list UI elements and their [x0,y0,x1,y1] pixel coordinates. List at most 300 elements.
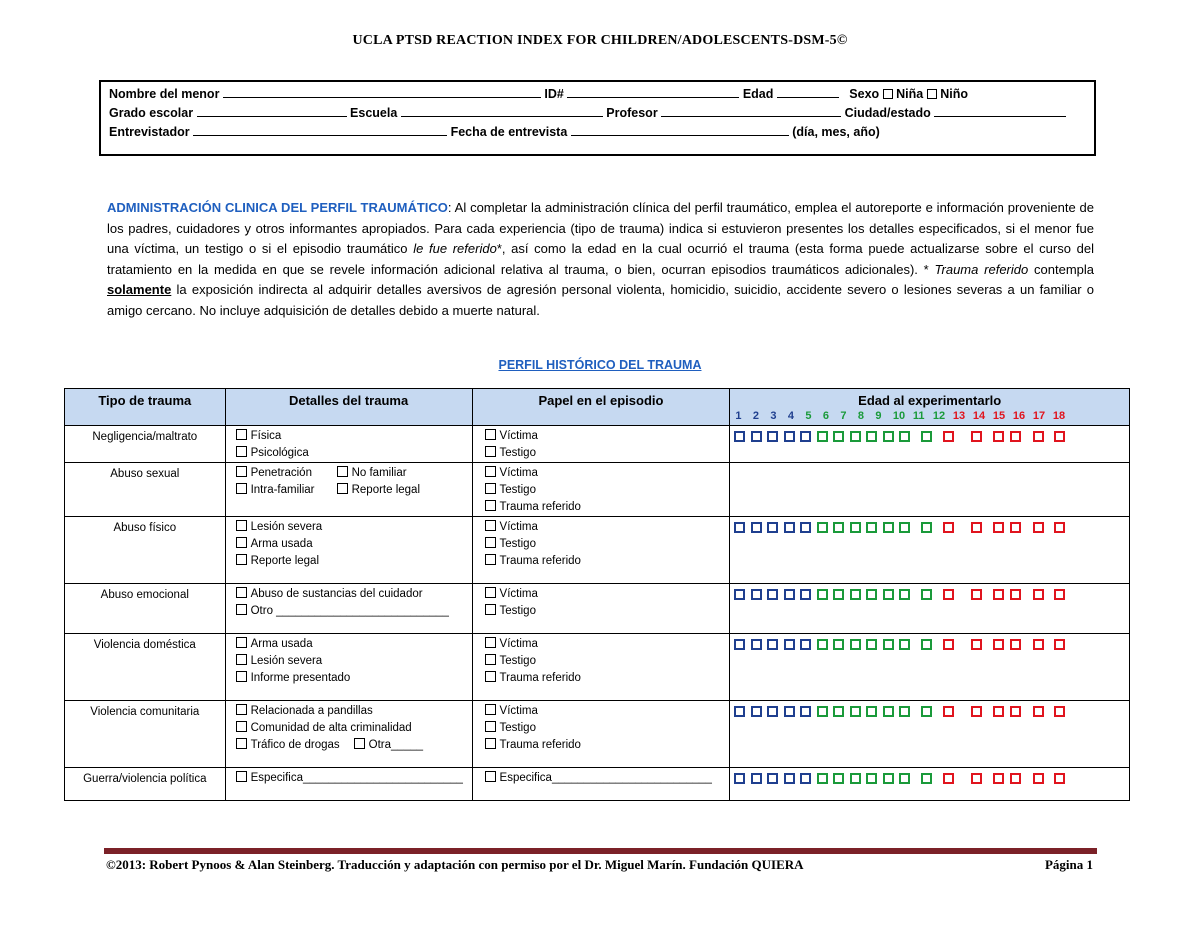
id-row-1 [109,86,968,101]
age-checkbox[interactable] [1033,522,1044,533]
detail-line [226,770,472,787]
age-checkboxes [730,634,1130,701]
role-checkbox[interactable] [485,483,496,494]
role-label: Testigo [499,655,536,667]
intro-text-4: la exposición indirecta al adquirir detalles aversivos de agresión personal violenta, homicidio, suicidio, accidente severo o lesiones severas a un familiar o amigo cercano. No incluye adquisición de detalles debido a muerte natural. [107,282,1094,318]
episode-roles [472,517,730,584]
age-checkbox[interactable] [993,639,1004,650]
age-checkbox[interactable] [1033,706,1044,717]
trauma-details [225,768,472,801]
grado-field[interactable] [197,105,347,117]
detail-checkbox[interactable] [236,771,247,782]
detail-label: Abuso de sustancias del cuidador [250,588,423,600]
episode-roles [472,584,730,634]
age-checkbox[interactable] [817,522,828,533]
intro-underlined: solamente [107,282,172,298]
age-checkbox[interactable] [734,639,745,650]
age-checkbox[interactable] [751,639,762,650]
age-checkbox[interactable] [784,589,795,600]
detail-line [226,553,472,570]
role-line [473,653,730,670]
episode-roles [472,768,730,801]
age-label: 1 [735,410,742,422]
detail-checkbox[interactable] [236,654,247,665]
role-line [473,465,730,482]
role-label: Víctima [499,521,538,533]
age-checkbox[interactable] [734,589,745,600]
nino-checkbox[interactable] [927,89,937,99]
role-line [473,703,730,720]
detail-label: Arma usada [250,538,313,550]
age-checkbox[interactable] [866,589,877,600]
detail-label: Reporte legal [351,484,420,496]
detail-checkbox[interactable] [354,738,365,749]
age-checkboxes [730,426,1130,463]
detail-checkbox[interactable] [236,554,247,565]
detail-checkbox[interactable] [337,483,348,494]
age-checkbox[interactable] [784,706,795,717]
age-checkbox[interactable] [1054,589,1065,600]
role-checkbox[interactable] [485,520,496,531]
age-checkbox[interactable] [921,639,932,650]
detail-line [226,670,472,687]
detail-label: Penetración [250,467,312,479]
role-line [473,636,730,653]
age-checkbox[interactable] [1033,639,1044,650]
age-checkboxes [730,701,1130,768]
detail-checkbox[interactable] [236,520,247,531]
header-detalles: Detalles del trauma [225,389,472,426]
footer-divider [104,848,1097,854]
age-checkbox[interactable] [866,431,877,442]
age-checkbox[interactable] [866,773,877,784]
detail-line [226,536,472,553]
age-checkbox[interactable] [1054,522,1065,533]
age-checkbox[interactable] [1010,773,1021,784]
role-label: Trauma referido [499,501,581,513]
detail-line [226,428,472,445]
age-checkbox[interactable] [751,773,762,784]
role-checkbox[interactable] [485,637,496,648]
age-checkbox[interactable] [850,589,861,600]
intro-text-3: contempla [1028,261,1095,277]
detail-label: Intra-familiar [250,484,315,496]
nina-label: Niña [896,87,924,101]
trauma-details [225,634,472,701]
role-label: Víctima [499,588,538,600]
detail-label: Arma usada [250,638,313,650]
role-line [473,670,730,687]
entrevistador-field[interactable] [193,124,447,136]
role-label: Testigo [499,722,536,734]
age-checkbox[interactable] [833,773,844,784]
detail-line [226,482,472,499]
age-checkbox[interactable] [943,773,954,784]
age-checkbox[interactable] [883,706,894,717]
age-checkbox[interactable] [850,639,861,650]
age-checkbox[interactable] [734,706,745,717]
age-checkbox[interactable] [971,706,982,717]
age-checkbox[interactable] [1054,431,1065,442]
age-checkbox[interactable] [800,639,811,650]
age-checkbox[interactable] [943,706,954,717]
detail-label: Reporte legal [250,555,319,567]
age-checkbox[interactable] [1010,639,1021,650]
age-checkbox[interactable] [943,639,954,650]
trauma-details [225,701,472,768]
age-checkbox[interactable] [734,522,745,533]
role-checkbox[interactable] [485,738,496,749]
detail-label: Otro ___________________________ [250,605,449,617]
page-number: Página 1 [1044,857,1093,872]
fecha-field[interactable] [571,124,789,136]
table-row [65,463,1130,517]
escuela-field[interactable] [401,105,603,117]
table-row [65,634,1130,701]
detail-line [226,519,472,536]
age-label: 10 [892,410,906,422]
age-checkbox[interactable] [993,522,1004,533]
age-checkbox[interactable] [866,706,877,717]
detail-checkbox[interactable] [236,721,247,732]
role-line [473,603,730,620]
id-label: ID# [544,87,564,101]
table-row [65,768,1130,801]
nombre-field[interactable] [223,86,541,98]
table-row [65,426,1130,463]
role-label: Trauma referido [499,739,581,751]
id-row-3 [109,124,880,139]
role-checkbox[interactable] [485,500,496,511]
age-checkbox[interactable] [767,589,778,600]
age-checkbox[interactable] [899,773,910,784]
age-label: 18 [1052,410,1066,422]
identification-box [99,80,1096,156]
trauma-type: Guerra/violencia política [65,768,226,801]
role-label: Testigo [499,447,536,459]
age-checkbox[interactable] [833,706,844,717]
role-checkbox[interactable] [485,721,496,732]
age-checkbox[interactable] [767,706,778,717]
age-checkbox[interactable] [993,589,1004,600]
age-checkbox[interactable] [784,522,795,533]
section-title: PERFIL HISTÓRICO DEL TRAUMA [498,358,702,372]
fecha-format: (día, mes, año) [792,125,880,139]
detail-checkbox[interactable] [236,704,247,715]
table-header-row [65,389,1130,426]
role-checkbox[interactable] [485,654,496,665]
detail-checkbox[interactable] [236,429,247,440]
nino-label: Niño [940,87,968,101]
age-checkbox[interactable] [921,706,932,717]
role-checkbox[interactable] [485,537,496,548]
age-checkbox[interactable] [833,639,844,650]
age-label: 5 [805,410,812,422]
age-checkbox[interactable] [751,589,762,600]
detail-line [226,445,472,462]
age-checkbox[interactable] [1033,773,1044,784]
detail-label: Informe presentado [250,672,351,684]
age-checkbox[interactable] [850,773,861,784]
table-row [65,517,1130,584]
age-checkbox[interactable] [767,431,778,442]
age-checkbox[interactable] [866,522,877,533]
age-checkbox[interactable] [971,589,982,600]
detail-label: Lesión severa [250,521,323,533]
age-checkboxes [730,463,1130,517]
age-checkbox[interactable] [883,431,894,442]
age-label: 7 [840,410,847,422]
header-papel: Papel en el episodio [472,389,730,426]
age-label: 13 [952,410,966,422]
ciudad-label: Ciudad/estado [844,106,931,120]
detail-checkbox[interactable] [236,637,247,648]
age-label: 14 [972,410,986,422]
age-checkbox[interactable] [751,706,762,717]
age-checkbox[interactable] [971,431,982,442]
role-line [473,720,730,737]
age-checkboxes [730,584,1130,634]
footer-credit: ©2013: Robert Pynoos & Alan Steinberg. Traducción y adaptación con permiso por el Dr. Miguel Marín. Fundación QUIERA [106,857,804,872]
age-checkbox[interactable] [817,773,828,784]
age-checkbox[interactable] [800,773,811,784]
trauma-type: Abuso emocional [65,584,226,634]
episode-roles [472,426,730,463]
age-checkbox[interactable] [734,431,745,442]
age-checkbox[interactable] [833,431,844,442]
age-label: 9 [875,410,882,422]
role-label: Víctima [499,467,538,479]
id-field[interactable] [567,86,739,98]
age-checkbox[interactable] [921,431,932,442]
detail-checkbox[interactable] [236,446,247,457]
header-edad: Edad al experimentarlo 1 2 3 4 5 6 7 8 9 10 11 12 13 14 15 16 17 18 [730,389,1130,426]
age-checkboxes [730,768,1130,801]
trauma-details [225,517,472,584]
role-line [473,737,730,754]
role-label: Víctima [499,430,538,442]
age-checkbox[interactable] [943,431,954,442]
age-checkbox[interactable] [850,522,861,533]
age-checkbox[interactable] [767,773,778,784]
intro-emphasis-1: le fue referido [413,241,497,257]
age-checkbox[interactable] [943,522,954,533]
role-label: Trauma referido [499,555,581,567]
role-checkbox[interactable] [485,604,496,615]
table-row [65,584,1130,634]
age-checkbox[interactable] [1054,706,1065,717]
role-line [473,586,730,603]
role-line [473,428,730,445]
age-checkbox[interactable] [784,773,795,784]
episode-roles [472,701,730,768]
role-label: Testigo [499,538,536,550]
role-checkbox[interactable] [485,446,496,457]
role-checkbox[interactable] [485,466,496,477]
age-checkbox[interactable] [800,706,811,717]
age-checkbox[interactable] [767,639,778,650]
id-row-2 [109,105,1066,120]
detail-checkbox[interactable] [337,466,348,477]
age-checkbox[interactable] [921,522,932,533]
episode-roles [472,634,730,701]
detail-label: Especifica_________________________ [250,772,463,784]
detail-label: No familiar [351,467,407,479]
detail-line [226,636,472,653]
age-label: 8 [857,410,865,422]
role-label: Testigo [499,605,536,617]
age-label: 4 [787,410,795,422]
age-checkbox[interactable] [943,589,954,600]
role-label: Especifica_________________________ [499,772,712,784]
detail-checkbox[interactable] [236,671,247,682]
nina-checkbox[interactable] [883,89,893,99]
age-checkbox[interactable] [833,589,844,600]
role-line [473,770,730,787]
detail-checkbox[interactable] [236,738,247,749]
trauma-type: Violencia doméstica [65,634,226,701]
age-checkbox[interactable] [850,706,861,717]
header-tipo: Tipo de trauma [65,389,226,426]
age-checkbox[interactable] [883,589,894,600]
age-checkbox[interactable] [800,522,811,533]
age-checkbox[interactable] [883,773,894,784]
age-label: 15 [992,410,1006,422]
table-row [65,701,1130,768]
role-checkbox[interactable] [485,587,496,598]
detail-checkbox[interactable] [236,587,247,598]
intro-text-2: *, así como la edad en la cual ocurrió el trauma (esta forma puede actualizarse sobre el curso del tratamiento en la medida en que se revele información adicional relativa al trauma, o bien, ocurran episodios traumáticos adicionales). * [107,241,1095,277]
age-checkbox[interactable] [734,773,745,784]
grado-label: Grado escolar [109,106,194,120]
profesor-label: Profesor [606,106,658,120]
document-title: UCLA PTSD REACTION INDEX FOR CHILDREN/ADOLESCENTS-DSM-5© [352,33,848,48]
age-checkbox[interactable] [866,639,877,650]
age-checkbox[interactable] [971,773,982,784]
role-checkbox[interactable] [485,771,496,782]
detail-label: Comunidad de alta criminalidad [250,722,412,734]
age-checkbox[interactable] [883,522,894,533]
detail-checkbox[interactable] [236,604,247,615]
age-checkbox[interactable] [833,522,844,533]
nombre-label: Nombre del menor [109,87,220,101]
detail-line [226,720,472,737]
role-line [473,482,730,499]
age-checkbox[interactable] [800,589,811,600]
role-label: Víctima [499,638,538,650]
trauma-type: Abuso sexual [65,463,226,517]
detail-line [226,603,472,620]
role-line [473,499,730,516]
age-checkbox[interactable] [1033,431,1044,442]
intro-heading: ADMINISTRACIÓN CLINICA DEL PERFIL TRAUMÁTICO [107,200,448,215]
role-line [473,553,730,570]
footer [106,857,1093,873]
age-checkbox[interactable] [1033,589,1044,600]
detail-checkbox[interactable] [236,483,247,494]
trauma-type: Negligencia/maltrato [65,426,226,463]
age-checkbox[interactable] [800,431,811,442]
age-checkbox[interactable] [899,639,910,650]
age-checkbox[interactable] [784,639,795,650]
age-checkbox[interactable] [767,522,778,533]
intro-emphasis-2: Trauma referido [934,261,1029,277]
entrevistador-label: Entrevistador [109,125,190,139]
age-checkbox[interactable] [993,431,1004,442]
age-checkbox[interactable] [883,639,894,650]
detail-checkbox[interactable] [236,537,247,548]
age-checkbox[interactable] [899,431,910,442]
age-checkbox[interactable] [899,522,910,533]
episode-roles [472,463,730,517]
edad-field[interactable] [777,86,839,98]
detail-label: Tráfico de drogas [250,739,340,751]
trauma-details [225,426,472,463]
sexo-label: Sexo [849,87,880,101]
age-checkbox[interactable] [1054,639,1065,650]
age-checkbox[interactable] [817,639,828,650]
age-checkbox[interactable] [1010,522,1021,533]
detail-line [226,465,472,482]
role-checkbox[interactable] [485,704,496,715]
age-checkbox[interactable] [1010,706,1021,717]
age-checkbox[interactable] [921,589,932,600]
role-label: Trauma referido [499,672,581,684]
age-numbers [730,410,1129,422]
role-label: Víctima [499,705,538,717]
age-checkbox[interactable] [899,589,910,600]
edad-label: Edad [742,87,774,101]
age-checkbox[interactable] [1054,773,1065,784]
profesor-field[interactable] [661,105,841,117]
age-checkbox[interactable] [993,706,1004,717]
age-checkbox[interactable] [751,522,762,533]
detail-checkbox[interactable] [236,466,247,477]
age-checkbox[interactable] [817,431,828,442]
escuela-label: Escuela [350,106,398,120]
age-checkbox[interactable] [1010,589,1021,600]
role-checkbox[interactable] [485,671,496,682]
age-label: 11 [912,410,925,422]
age-checkbox[interactable] [784,431,795,442]
trauma-details [225,584,472,634]
detail-line [226,586,472,603]
age-checkbox[interactable] [971,639,982,650]
intro-text-1: : Al completar la administración clínica del perfil traumático, emplea el autoreporte e información proveniente de los padres, cuidadores y otros informantes apropiados. Para cada experiencia (tipo de trauma) indica si estuvieron presentes los detalles especificados, si el menor fue una víctima, un testigo o si el episodio traumático [107,200,1094,257]
ciudad-field[interactable] [934,105,1066,117]
age-label: 12 [932,410,946,422]
age-checkbox[interactable] [993,773,1004,784]
role-line [473,519,730,536]
role-checkbox[interactable] [485,554,496,565]
age-checkbox[interactable] [850,431,861,442]
role-line [473,445,730,462]
age-checkboxes [730,517,1130,584]
age-checkbox[interactable] [899,706,910,717]
detail-line [226,653,472,670]
age-checkbox[interactable] [817,589,828,600]
age-checkbox[interactable] [817,706,828,717]
detail-line [226,737,472,754]
trauma-type: Abuso físico [65,517,226,584]
age-checkbox[interactable] [921,773,932,784]
age-checkbox[interactable] [971,522,982,533]
trauma-type: Violencia comunitaria [65,701,226,768]
age-checkbox[interactable] [1010,431,1021,442]
age-checkbox[interactable] [751,431,762,442]
detail-label: Física [250,430,282,442]
role-checkbox[interactable] [485,429,496,440]
